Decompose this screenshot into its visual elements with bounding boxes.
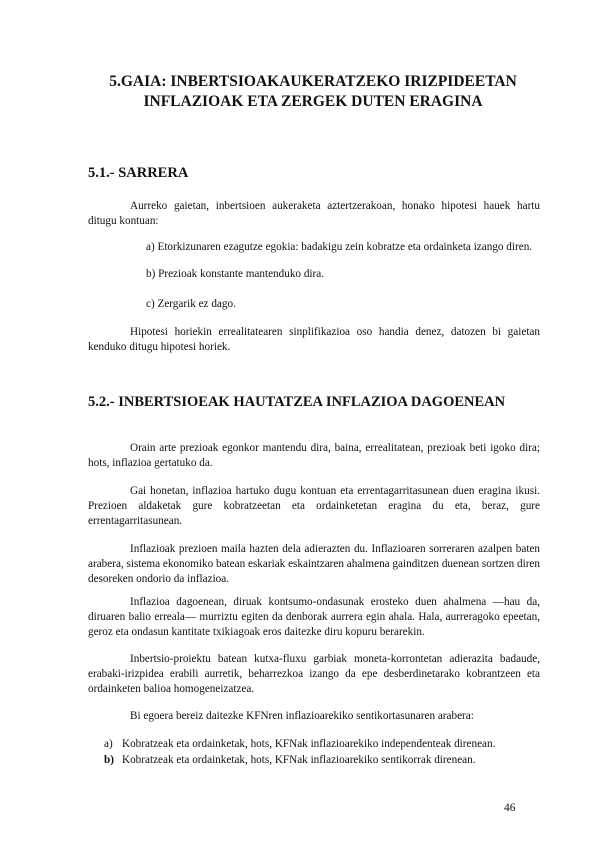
hypothesis-b: b) Prezioak konstante mantenduko dira. xyxy=(146,268,325,280)
list-item-text: Kobratzeak eta ordainketak, hots, KFNak inflazioarekiko sentikorrak direnean. xyxy=(122,754,476,766)
cases-list xyxy=(104,736,495,768)
chapter-title-line-2: INFLAZIOAK ETA ZERGEK DUTEN ERAGINA xyxy=(143,93,483,110)
paragraph-1: Orain arte prezioak egonkor mantendu dira, baina, errealitatean, prezioak beti igoko dira; hots, inflazioa gertatuko da. xyxy=(88,442,540,469)
closing-paragraph: Hipotesi horiekin errealitatearen sinplifikazioa oso handia denez, datozen bi gaietan kenduko ditugu hipotesi horiek. xyxy=(88,326,540,353)
intro-paragraph: Aurreko gaietan, inbertsioen aukeraketa aztertzerakoan, honako hipotesi hauek hartu ditugu kontuan: xyxy=(88,200,540,227)
section-heading-sarrera: 5.1.- SARRERA xyxy=(88,165,189,181)
hypothesis-c: c) Zergarik ez dago. xyxy=(146,298,236,310)
list-marker: a) xyxy=(104,738,113,750)
section-heading-inflazioa: 5.2.- INBERTSIOEAK HAUTATZEA INFLAZIOA DAGOENEAN xyxy=(88,394,506,410)
hypothesis-a: a) Etorkizunaren ezagutze egokia: badakigu zein kobratze eta ordainketa izango diren. xyxy=(146,241,533,253)
paragraph-4: Inflazioa dagoenean, diruak kontsumo-ondasunak erosteko duen ahalmena —hau da, diruaren balio erreala— murriztu egiten da denborak aurrera egin ahala. Hala, aurreragoko epeetan, geroz eta ondasun kantitate txikiagoak eros daitezke diru kopuru berarekin. xyxy=(88,596,540,638)
chapter-title-line-1: 5.GAIA: INBERTSIOAKAUKERATZEKO IRIZPIDEETAN xyxy=(109,73,517,90)
page-number: 46 xyxy=(504,802,516,814)
list-item-text: Kobratzeak eta ordainketak, hots, KFNak inflazioarekiko independenteak direnean. xyxy=(122,738,496,750)
paragraph-6: Bi egoera bereiz daitezke KFNren inflazioarekiko sentikortasunaren arabera: xyxy=(130,710,474,722)
list-item xyxy=(104,752,495,768)
paragraph-5: Inbertsio-proiektu batean kutxa-fluxu garbiak moneta-korrontetan adierazita badaude, erabaki-irizpidea erabili aurretik, beharrezkoa izango da epe desberdinetarako kobrantzeen eta ordainketen balioa homogeneizatzea. xyxy=(88,653,540,695)
list-item xyxy=(104,736,495,752)
chapter-title xyxy=(88,72,538,112)
list-marker: b) xyxy=(104,754,114,766)
paragraph-3: Inflazioak prezioen maila hazten dela adierazten du. Inflazioaren sorreraren azalpen baten arabera, sistema ekonomiko batean eskariak eskaintzaren ahalmena gainditzen duenean sortzen diren desoreken ondorio da inflazioa. xyxy=(88,543,540,585)
paragraph-2: Gai honetan, inflazioa hartuko dugu kontuan eta errentagarritasunean duen eragina ikusi. Prezioen aldaketak gure kobratzeetan eta ordainketetan eragina du eta, beraz, gure errentagarritasunean. xyxy=(88,485,540,527)
